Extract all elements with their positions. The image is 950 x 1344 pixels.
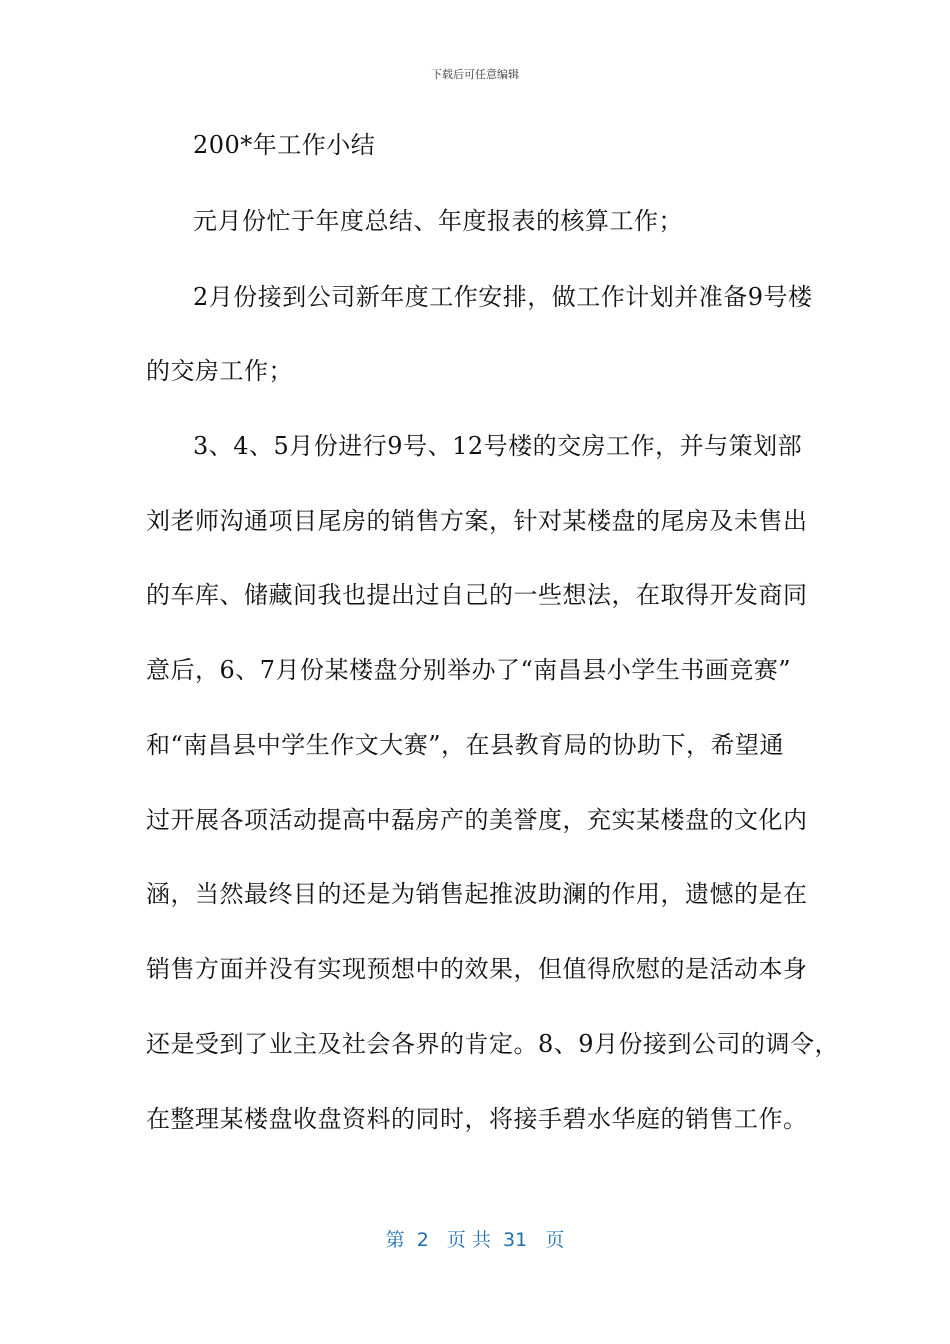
paragraph-line: 销售方面并没有实现预想中的效果，但值得欣慰的是活动本身 xyxy=(146,955,808,983)
document-title: 200*年工作小结 xyxy=(193,131,376,159)
paragraph-line: 还是受到了业主及社会各界的肯定。8、9月份接到公司的调令， xyxy=(146,1030,840,1058)
paragraph-line: 的车库、储藏间我也提出过自己的一些想法，在取得开发商同 xyxy=(146,581,808,609)
paragraph-line: 的交房工作； xyxy=(146,357,293,385)
paragraph-line: 和“南昌县中学生作文大赛”，在县教育局的协助下，希望通 xyxy=(146,731,785,759)
paragraph-line: 过开展各项活动提高中磊房产的美誉度，充实某楼盘的文化内 xyxy=(146,806,808,834)
header-note: 下载后可任意编辑 xyxy=(431,68,519,81)
paragraph-line: 在整理某楼盘收盘资料的同时，将接手碧水华庭的销售工作。 xyxy=(146,1105,808,1133)
paragraph-line: 刘老师沟通项目尾房的销售方案，针对某楼盘的尾房及未售出 xyxy=(146,507,808,535)
paragraph-line: 意后，6、7月份某楼盘分别举办了“南昌县小学生书画竞赛” xyxy=(146,656,792,684)
page-number: 第 2 页 共 31 页 xyxy=(385,1229,565,1251)
paragraph-line: 元月份忙于年度总结、年度报表的核算工作； xyxy=(193,207,683,235)
paragraph-line: 2月份接到公司新年度工作安排，做工作计划并准备9号楼 xyxy=(193,283,813,311)
paragraph-line: 3、4、5月份进行9号、12号楼的交房工作，并与策划部 xyxy=(193,432,803,460)
paragraph-line: 涵，当然最终目的还是为销售起推波助澜的作用，遗憾的是在 xyxy=(146,880,808,908)
